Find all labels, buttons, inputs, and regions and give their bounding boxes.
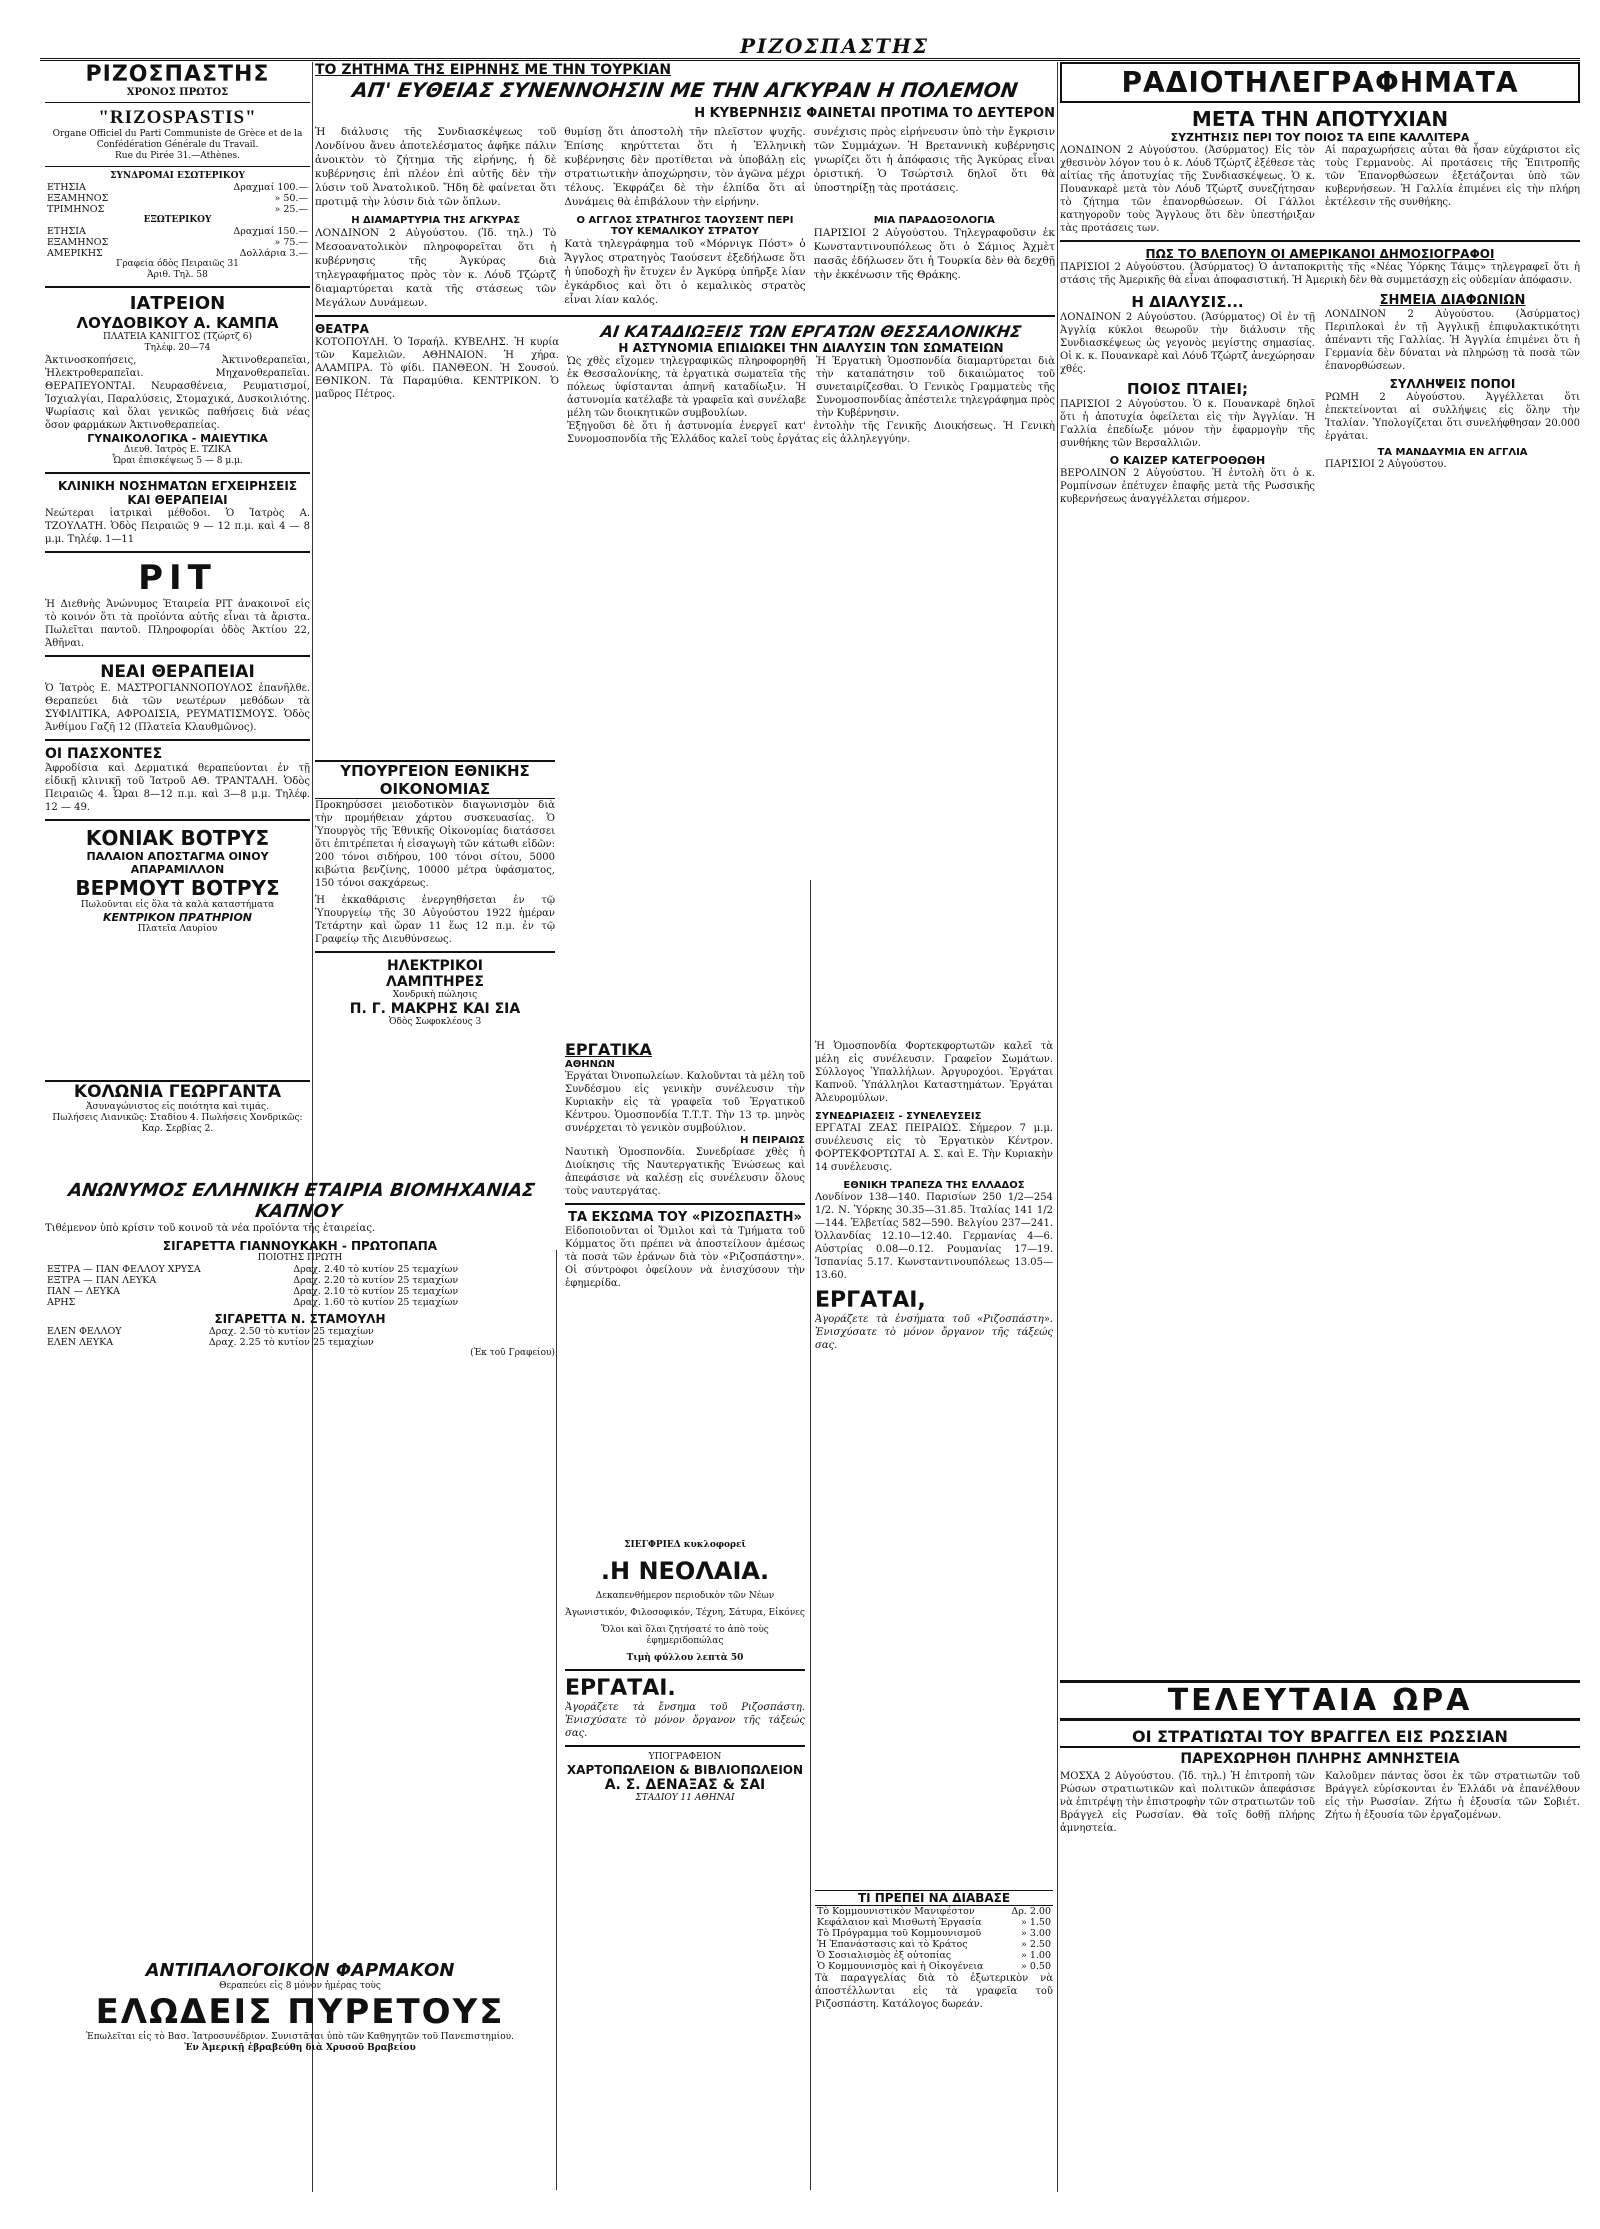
lamptires-headline: ΛΑΜΠΤΗΡΕΣ xyxy=(386,974,484,990)
neolaia-price: Τιμὴ φύλλου λεπτὰ 50 xyxy=(626,1653,744,1663)
kolonia-text: Ἀσυναγώνιστος εἰς ποιότητα καὶ τιμάς. xyxy=(86,1102,269,1112)
sigaretta-note: (Ἐκ τοῦ Γραφείου) xyxy=(470,1348,555,1358)
main-headline: ΑΠ' ΕΥΘΕΙΑΣ ΣΥΝΕΝΝΟΗΣΙΝ ΜΕ ΤΗΝ ΑΓΚΥΡΑΝ Η ΠΟΛΕΜΟΝ xyxy=(350,78,1020,102)
kapnos-headline: ΑΝΩΝΥΜΟΣ ΕΛΛΗΝΙΚΗ ΕΤΑΙΡΙΑ ΒΙΟΜΗΧΑΝΙΑΣ ΚΑΠΝΟΥ xyxy=(66,1180,537,1222)
pasxontes-title: ΟΙ ΠΑΣΧΟΝΤΕΣ xyxy=(45,746,163,762)
vermout-title: ΒΕΡΜΟΥΤ ΒΟΤΡΥΣ xyxy=(75,876,280,900)
ypografeion-name: Α. Σ. ΔΕΝΑΞΑΣ & ΣΑΙ xyxy=(604,1777,766,1793)
ypourgeion-block xyxy=(315,760,555,1200)
thessaloniki-text-2: Ἡ Ἐργατικὴ Ὁμοσπονδία διαμαρτύρεται διὰ τὴν καταπάτησιν τοῦ δικαιώματος τοῦ συνεταιρίζεσθαι. Ὁ Γενικὸς Γραμματεὺς τῆς Συνομοσπονδίας ἀπέστειλε τηλεγράφημα πρὸς τὴν Κυβέρνησιν. xyxy=(816,356,1055,419)
rit-title: ΡΙΤ xyxy=(138,558,217,598)
neolaia-headline: .Η ΝΕΟΛΑΙΑ. xyxy=(600,1557,770,1585)
kolonia-address: Πωλήσεις Λιανικῶς: Σταδίου 4. Πωλήσεις Χονδρικῶς: Καρ. Σερβίας 2. xyxy=(52,1113,303,1134)
makris-name: Π. Γ. ΜΑΚΡΗΣ ΚΑΙ ΣΙΑ xyxy=(349,1001,521,1017)
thessaloniki-text-3: Ἐξηγοῦσι δὲ ὅτι ἡ ἀστυνομία ἐνεργεῖ κατ' ἐντολὴν τῆς Γενικῆς Διοικήσεως. Ἡ Γενικὴ Συνομοσπονδία τῆς Ἑλλάδος καλεῖ τοὺς ἐργάτας εἰς ἀλληλεγγύην. xyxy=(567,421,1055,445)
vrangel-headline: ΟΙ ΣΤΡΑΤΙΩΤΑΙ ΤΟΥ ΒΡΑΓΓΕΛ ΕΙΣ ΡΩΣΣΙΑΝ xyxy=(1060,1727,1580,1748)
gyn-title: ΓΥΝΑΙΚΟΛΟΓΙΚΑ - ΜΑΙΕΥΤΙΚΑ xyxy=(87,432,268,445)
peiraios-text: Ναυτικὴ Ὁμοσπονδία. Συνεδρίασε χθὲς ἡ Διοίκησις τῆς Ναυτεργατικῆς Ἑνώσεως καὶ ἀπεφάσισε νὰ καλέσῃ εἰς συνέλευσιν ὅλους τοὺς ναυτεργάτας. xyxy=(565,1147,805,1197)
iatreio-phone: Τηλέφ. 20—74 xyxy=(144,343,211,353)
rit-text: Ἡ Διεθνὴς Ἀνώνυμος Ἑταιρεία ΡΙΤ ἀνακοινοῖ εἰς τὸ κοινόν ὅτι τὰ προϊόντα αὐτῆς εἶναι τὰ ἄριστα. Πωλεῖται παντοῦ. Πληροφορίαι ὁδὸς Ἀκτίου 22, Ἀθῆναι. xyxy=(45,599,310,649)
ergatai-2-text: Ἀγοράζετε τὰ ἔνσημα τοῦ Ριζοσπάστη. Ἐνισχύσατε τὸ μόνον ὄργανον τῆς τάξεώς σας. xyxy=(565,1702,805,1739)
trapeza-headline: ΕΘΝΙΚΗ ΤΡΑΠΕΖΑ ΤΗΣ ΕΛΛΑΔΟΣ xyxy=(843,1180,1025,1191)
ypourgeion-text-2: Ἡ ἐκκαθάρισις ἐνεργηθήσεται ἐν τῷ Ὑπουργείῳ τῆς 30 Αὐγούστου 1922 ἡμέραν Τετάρτην καὶ ὥραν 11 ἕως 12 π.μ. ἐν τῷ Γραφείῳ τῆς Διευθύνσεως. xyxy=(315,895,555,945)
diavase-text: Τὰ παραγγελίας διὰ τὸ ἐξωτερικὸν νὰ ἀποστέλλωνται εἰς τὰ γραφεῖα τοῦ Ριζοσπάστη. Κατάλογος δωρεάν. xyxy=(815,1973,1053,2010)
kapnos-ad xyxy=(45,1180,555,1620)
theatra-text: ΚΟΤΟΠΟΥΛΗ. Ὁ Ἰσραήλ. ΚΥΒΕΛΗΣ. Ἡ κυρία τῶν Καμελιῶν. ΑΘΗΝΑΙΟΝ. Ἡ χήρα. ΑΛΑΜΠΡΑ. Τὸ φίδι. ΠΑΝΘΕΟΝ. Ἡ Σουσού. ΕΘΝΙΚΟΝ. Τὰ Παραμύθια. ΚΕΝΤΡΙΚΟΝ. Ὁ μαῦρος Πέτρος. xyxy=(315,337,559,400)
neolaia-text-2: Ἀγωνιστικόν, Φιλοσοφικόν, Τέχνη, Σάτυρα, Εἰκόνες xyxy=(565,1608,805,1618)
trapeza-text: Λονδίνον 138—140. Παρισίων 250 1/2—254 1/2. Ν. Ὑόρκης 30.35—31.85. Ἰταλίας 141 1/2—144. Ἑλβετίας 582—590. Βελγίου 237—241. Ὀλλανδίας 12.10—12.40. Γερμανίας 4—6. Αὐστρίας 0.08—0.12. Ρουμανίας 17—19. Ἰσπανίας 5.17. Κωνσταντινουπόλεως 13.05—13.60. xyxy=(815,1192,1053,1281)
vrangel-text-2: Καλοῦμεν πάντας ὅσοι ἐκ τῶν στρατιωτῶν τοῦ Βράγγελ εὑρίσκονται ἐν Ἑλλάδι νὰ ἐπανέλθουν εἰς τὴν Ρωσσίαν. Ζήτω ἡ ἐξουσία τῶν Σοβιέτ. Ζήτω ἡ ἐξουσία τῶν ἐργαζομένων. xyxy=(1325,1771,1580,1821)
office-address: Γραφεία όδὸς Πειραιῶς 31 xyxy=(116,259,239,269)
sigaretta-1-title: ΣΙΓΑΡΕΤΤΑ ΓΙΑΝΝΟΥΚΑΚΗ - ΠΡΩΤΟΠΑΠΑ xyxy=(162,1239,438,1253)
column-divider xyxy=(312,62,313,2192)
antipal-text: Ἐπωλεῖται εἰς τὸ Βασ. Ἰατροσυνέδριον. Συνιστᾶται ὑπὸ τῶν Καθηγητῶν τοῦ Πανεπιστημίου. xyxy=(86,2032,514,2042)
ypourgeion-headline: ΥΠΟΥΡΓΕΙΟΝ ΕΘΝΙΚΗΣ ΟΙΚΟΝΟΜΙΑΣ xyxy=(315,760,555,799)
simeia-text: ΛΟΝΔΙΝΟΝ 2 Αὐγούστου. (Ἀσύρματος) Περιπλοκαὶ ἐν τῇ Ἀγγλικῇ ἐπιφυλακτικότητι ἀπέναντι τῆς Γαλλίας. Ἡ Ἀγγλία ἐπιμένει ὅτι ἡ Γερμανία δὲν δύναται νὰ πληρώσῃ τὰ ποσὰ τῶν ἐπανορθώσεων. xyxy=(1325,309,1580,372)
ergatika-headline: ΕΡΓΑΤΙΚΑ xyxy=(565,1040,652,1059)
diamartyria-headline: Η ΔΙΑΜΑΡΤΥΡΙΑ ΤΗΣ ΑΓΚΥΡΑΣ xyxy=(351,215,521,226)
pasxontes-text: Ἀφροδίσια καὶ Δερματικά θεραπεύονται ἐν τῇ εἰδικῇ κλινικῇ τοῦ Ἰατροῦ ΑΘ. ΤΡΑΝΤΑΛΗ. Ὁδὸς Πειραιῶς 4. Ὧραι 8—12 π.μ. καὶ 3—8 μ.μ. Τηλέφ. 12 — 49. xyxy=(45,763,310,813)
thessaloniki-headline: ΑΙ ΚΑΤΑΔΙΩΞΕΙΣ ΤΩΝ ΕΡΓΑΤΩΝ ΘΕΣΣΑΛΟΝΙΚΗΣ xyxy=(599,322,1023,341)
mandeusis-text: ΠΑΡΙΣΙΟΙ 2 Αὐγούστου. xyxy=(1325,459,1447,470)
ilektrikoi-text: Χονδρικὴ πώλησις xyxy=(392,990,478,1000)
kliniki-text: Νεώτεραι ἰατρικαὶ μέθοδοι. Ὁ Ἰατρὸς Α. ΤΖΟΥΛΑΤΗ. Ὁδὸς Πειραιῶς 9 — 12 π.μ. καὶ 4 — 8 μ.μ. Τηλέφ. 1—11 xyxy=(45,508,310,545)
ypografeion-text: ΧΑΡΤΟΠΩΛΕΙΟΝ & ΒΙΒΛΙΟΠΩΛΕΙΟΝ xyxy=(566,1763,804,1777)
sigaretta-2-title: ΣΙΓΑΡΕΤΤΑ Ν. ΣΤΑΜΟΥΛΗ xyxy=(214,1312,386,1326)
gyn-hours: Ὧραι ἐπισκέψεως 5 — 8 μ.μ. xyxy=(112,456,243,466)
diavase-table: Τὸ Κομμουνιστικὸν Μανιφέστον Δρ. 2.00 Κεφάλαιον καὶ Μισθωτὴ Ἐργασία » 1.50 Τὸ Πρόγραμμα τοῦ Κομμουνισμοῦ » 3.00 Ἡ Ἐπανάστασις καὶ τὸ Κράτος » 2.50 Ὁ Σοσιαλισμὸς ἐξ οὐτοπίας » 1.00 Ὁ Κομμουνισμὸς καὶ ἡ Οἰκογένεια » 0.50 xyxy=(817,1906,1051,1972)
masthead-title: ΡΙΖΟΣΠΑΣΤΗΣ xyxy=(740,34,930,58)
kaizer-headline: Ο ΚΑΙΖΕΡ ΚΑΤΕΓΡΟΘΩΘΗ xyxy=(1109,454,1266,467)
ergatai-2-headline: ΕΡΓΑΤΑΙ. xyxy=(565,1676,676,1701)
top-headline: ΤΟ ΖΗΤΗΜΑ ΤΗΣ ΕΙΡΗΝΗΣ ΜΕ ΤΗΝ ΤΟΥΡΚΙΑΝ xyxy=(315,62,672,78)
syllipseis-headline: ΣΥΛΛΗΨΕΙΣ ΠΟΠΟΙ xyxy=(1389,377,1516,391)
article-col-3: συνέχισις πρὸς εἰρήνευσιν ὑπὸ τὴν ἔγκρισιν τῶν Συμμάχων. Ἡ Βρεταννικὴ κυβέρνησις γνωρίζει ὅτι ἡ ἀπόφασις τῆς Ἀγκύρας εἶναι ὁριστική. Ὁ Τσώρτσιλ δηλοῖ ὅτι θὰ ὑποστηρίξῃ τὰς προτάσεις. xyxy=(813,126,1055,194)
antipal-ad xyxy=(45,1960,555,2160)
office-phone: Ἀριθ. Τηλ. 58 xyxy=(147,270,208,280)
radio-subheadline: ΜΕΤΑ ΤΗΝ ΑΠΟΤΥΧΙΑΝ xyxy=(1191,107,1449,131)
nea-title: ΝΕΑΙ ΘΕΡΑΠΕΙΑΙ xyxy=(100,662,255,682)
paper-subtitle: ΧΡΟΝΟΣ ΠΡΩΤΟΣ xyxy=(126,87,229,98)
ptaiei-text: ΠΑΡΙΣΙΟΙ 2 Αὐγούστου. Ὁ κ. Πουανκαρὲ δηλοῖ ὅτι ἡ ἀποτυχία ὀφείλεται εἰς τὴν Ἀγγλίαν. Ἡ Γαλλία ἐπεδίωξε μόνον τὴν ἐφαρμογὴν τῆς συνθήκης τῶν Βερσαλλιῶν. xyxy=(1060,399,1315,449)
left-column xyxy=(45,62,310,1062)
vlepoun-text: ΠΑΡΙΣΙΟΙ 2 Αὐγούστου. (Ἀσύρματος) Ὁ ἀνταποκριτὴς τῆς «Νέας Ὑόρκης Τάιμς» τηλεγραφεῖ ὅτι ἡ στάσις τῆς Ἀμερικῆς θὰ εἶναι ἀποφασιστική. Ἡ Ἀμερικὴ δὲν θὰ συμμετάσχῃ εἰς οὐδεμίαν ἀπόφασιν. xyxy=(1060,262,1580,286)
thessaloniki-text-1: Ὡς χθὲς εἴχομεν τηλεγραφικῶς πληροφορηθῆ ἐκ Θεσσαλονίκης, τὰ ἐργατικὰ σωματεῖα τῆς πόλεως ὑφίστανται ἀπηνῆ καταδίωξιν. Ἡ ἀστυνομία κατέλαβε τὰ γραφεῖα καὶ συνέλαβε μέλη τῶν διοικητικῶν συμβουλίων. xyxy=(567,356,806,419)
sigaretta-col-head: ΠΟΙΟΤΗΣ ΠΡΩΤΗ xyxy=(257,1253,343,1263)
diamartyria-text: ΛΟΝΔΙΝΟΝ 2 Αὐγούστου. (Ἰδ. τηλ.) Τὸ Μεσοανατολικὸν πληροφορεῖται ὅτι ἡ κυβέρνησις τῆς Ἀγκύρας διὰ τηλεγραφήματος πρὸς τὸν κ. Λόυδ Τζώρτζ διαμαρτύρεται κατὰ τῆς στάσεως τῶν Μεγάλων Δυνάμεων. xyxy=(315,227,557,309)
column-divider xyxy=(810,880,811,2190)
theatra-headline: ΘΕΑΤΡΑ xyxy=(315,322,369,336)
dialysis-text: ΛΟΝΔΙΝΟΝ 2 Αὐγούστου. (Ἀσύρματος) Οἱ ἐν τῇ Ἀγγλίᾳ κύκλοι θεωροῦν τὴν διάλυσιν τῆς Συνδιασκέψεως ὡς γεγονὸς μεγίστης σημασίας. Οἱ κ. κ. Πουανκαρὲ καὶ Λόυδ Τζώρτζ ἀνεχώρησαν χθές. xyxy=(1060,312,1315,375)
kentrikon-address: Πλατεῖα Λαυρίου xyxy=(137,924,218,934)
antipal-prize: Ἐν Ἀμερικῇ ἐβραβεύθη διὰ Χρυσοῦ Βραβείου xyxy=(184,2043,416,2053)
vrangel-text-1: ΜΟΣΧΑ 2 Αὐγούστου. (Ἰδ. τηλ.) Ἡ ἐπιτροπὴ τῶν Ρώσων στρατιωτικῶν καὶ πολιτικῶν ἀπεφάσισε νὰ ἐπιτρέψῃ τὴν ἐπιστροφὴν τῶν στρατιωτῶν τοῦ Βράγγελ εἰς Ρωσσίαν. Θὰ τοῖς δοθῇ πλήρης ἀμνηστεία. xyxy=(1060,1771,1315,1834)
masthead xyxy=(0,0,1600,60)
subscriptions-domestic-table: ΕΤΗΣΙΑ Δραχμαί 100.— ΕΞΑΜΗΝΟΣ » 50.— ΤΡΙΜΗΝΟΣ » 25.— xyxy=(47,182,308,215)
makris-address: Ὁδὸς Σωφοκλέους 3 xyxy=(388,1017,482,1027)
ptaiei-headline: ΠΟΙΟΣ ΠΤΑΙΕΙ; xyxy=(1127,380,1248,398)
eranos-text: Εἰδοποιοῦνται οἱ Ὅμιλοι καὶ τὰ Τμήματα τοῦ Κόμματος ὅτι πρέπει νὰ ἀποστείλουν ἀμέσως τὰ ποσὰ τῶν ἐράνων διὰ τὸν «Ριζοσπάστην». Οἱ σύντροφοι ὀφείλουν νὰ ἐνισχύσουν τὴν ἐφημερίδα. xyxy=(565,1226,805,1289)
ypourgeion-text: Προκηρύσσει μειοδοτικὸν διαγωνισμὸν διὰ τὴν προμήθειαν χάρτου συσκευασίας. Ὁ Ὑπουργὸς τῆς Ἐθνικῆς Οἰκονομίας διατάσσει ὅτι ἐπιτρέπεται ἡ εἰσαγωγὴ τῶν κάτωθι εἰδῶν: 200 τόνοι σιδήρου, 100 τόνοι σίτου, 5000 κιβώτια βενζίνης, 10000 μέτρα ὑφάσματος, 150 τόνοι σακχάρεως. xyxy=(315,800,555,889)
syllipseis-text: ΡΩΜΗ 2 Αὐγούστου. Ἀγγέλλεται ὅτι ἐπεκτείνονται αἱ συλλήψεις εἰς ὅλην τὴν Ἰταλίαν. Ὑπολογίζεται ὅτι συνελήφθησαν 20.000 ἐργάται. xyxy=(1325,392,1580,442)
eranos-headline: ΤΑ ΕΚΣΩΜΑ ΤΟΥ «ΡΙΖΟΣΠΑΣΤΗ» xyxy=(568,1210,802,1225)
nea-text: Ὁ Ἰατρὸς Ε. ΜΑΣΤΡΟΓΙΑΝΝΟΠΟΥΛΟΣ ἐπανῆλθε. Θεραπεύει διὰ τῶν νεωτέρων μεθόδων τὰ ΣΥΦΙΛΙΤΙΚΑ, ΑΦΡΟΔΙΣΙΑ, ΡΕΥΜΑΤΙΣΜΟΥΣ. Ὁδὸς Ἀνθίμου Γαζῆ 12 (Πλατεῖα Κλαυθμῶνος). xyxy=(45,683,310,733)
vlepoun-headline: ΠΩΣ ΤΟ ΒΛΕΠΟΥΝ ΟΙ ΑΜΕΡΙΚΑΝΟΙ ΔΗΜΟΣΙΟΓΡΑΦΟΙ xyxy=(1145,247,1495,261)
diavase-headline: ΤΙ ΠΡΕΠΕΙ ΝΑ ΔΙΑΒΑΣΕ xyxy=(815,1890,1053,1906)
iatreio-name: ΛΟΥΔΟΒΙΚΟΥ Α. ΚΑΜΠΑ xyxy=(76,314,279,332)
iatreio-text: Ἀκτινοσκοπήσεις, Ἀκτινοθεραπεῖαι, Ἠλεκτροθεραπεῖαι. Μηχανοθεραπεῖαι. ΘΕΡΑΠΕΥΟΝΤΑΙ. Νευρασθένεια, Ρευματισμοί, Ἰσχιαλγίαι, Παραλύσεις, Στομαχικά, Δυσκοιλιότης. Ψωρίασις καὶ ὅλαι γενικῶς παθήσεις διὰ νέας ὅσον φαρμάκων Ἀκτινοθεραπείας. xyxy=(45,355,310,431)
latin-name: "RIZOSPASTIS" xyxy=(98,107,257,128)
mandeusis-headline: ΤΑ ΜΑΝΔΑΥΜΙΑ ΕΝ ΑΓΓΛΙΑ xyxy=(1377,447,1528,458)
thessaloniki-subheadline: Η ΑΣΤΥΝΟΜΙΑ ΕΠΙΔΙΩΚΕΙ ΤΗΝ ΔΙΑΛΥΣΙΝ ΤΩΝ ΣΩΜΑΤΕΙΩΝ xyxy=(618,341,1004,355)
radio-text-2: Αἱ παραχωρήσεις αὗται θὰ ἦσαν εὐχάριστοι εἰς τοὺς Γερμανοὺς. Αἱ προτάσεις τῆς Ἐπιτροπῆς τῶν Ἐπανορθώσεων ἐξετάζονται ὑπὸ τῶν κυβερνήσεων. Ἡ Γαλλία ἐπιμένει εἰς τὴν πλήρη ἐκτέλεσιν τῆς συνθήκης. xyxy=(1325,145,1580,208)
kapnos-text: Τιθέμενον ὑπὸ κρίσιν τοῦ κοινοῦ τὰ νέα προϊόντα τῆς ἑταιρείας. xyxy=(45,1223,376,1234)
ergatika-text: Ἐργάται Ὀινοπωλείων. Καλοῦνται τὰ μέλη τοῦ Συνδέσμου εἰς γενικὴν συνέλευσιν τὴν Κυριακὴν εἰς τὰ γραφεῖα τοῦ Ἐργατικοῦ Κέντρου. Ὁμοσπονδία Τ.Τ.Τ. Τὴν 13 τρ. μηνὸς συνέρχεται τὸ γενικὸν συμβούλιον. xyxy=(565,1071,805,1134)
radio-headline: ΡΑΔΙΟΤΗΛΕΓΡΑΦΗΜΑΤΑ xyxy=(1060,62,1580,103)
neolaia-ad xyxy=(565,1540,805,2180)
sigaretta-2-table: ΕΛΕΝ ΦΕΛΛΟΥ Δραχ. 2.50 τὸ κυτίον 25 τεμαχίων ΕΛΕΝ ΛΕΥΚΑ Δραχ. 2.25 τὸ κυτίον 25 τεμαχίων xyxy=(47,1326,374,1348)
neolaia-text: Δεκαπενθήμερον περιοδικὸν τῶν Νέων xyxy=(595,1591,775,1601)
article-col-1: Ἡ διάλυσις τῆς Συνδιασκέψεως τοῦ Λονδίνου ἄνευ ἀποτελέσματος ἀφῆκε πάλιν ἀνοικτὸν τὸ ζήτημα τῆς εἰρήνης, ἡ δὲ κυβέρνησις ἐπὶ πλέον ἐπὶ αὐτῆς δὲν τὴν λύσιν τοῦ Ἀνατολικοῦ. Ἤδη δὲ φαίνεται ὅτι προτιμᾷ τὴν λύσιν διὰ τῶν ὅπλων. xyxy=(315,126,557,208)
amnistia-headline: ΠΑΡΕΧΩΡΗΘΗ ΠΛΗΡΗΣ ΑΜΝΗΣΤΕΙΑ xyxy=(1180,1751,1460,1767)
latin-description: Organe Officiel du Parti Communiste de Grèce et de la Confédération Générale du Travail. xyxy=(52,129,303,150)
neolaia-text-3: Ὅλοι καὶ ὅλαι ζητήσατέ το ἀπὸ τοὺς ἐφημεριδοπώλας xyxy=(601,1625,769,1646)
diavase-block xyxy=(815,1890,1053,2180)
ergatai-headline: ΕΡΓΑΤΑΙ, xyxy=(815,1288,926,1313)
peiraios-headline: Η ΠΕΙΡΑΙΩΣ xyxy=(740,1135,805,1146)
center-column xyxy=(315,62,1055,882)
iatreio-address: ΠΛΑΤΕΙΑ ΚΑΝΙΓΓΟΣ (Τζώρτζ 6) xyxy=(102,332,253,342)
synedriaseis-headline: ΣΥΝΕΔΡΙΑΣΕΙΣ - ΣΥΝΕΛΕΥΣΕΙΣ xyxy=(815,1111,982,1122)
agglos-text: Κατὰ τηλεγράφημα τοῦ «Μόρνιγκ Πόστ» ὁ Ἄγγλος στρατηγὸς Ταούσεντ ἐξεδήλωσε ὅτι ἡ ὑποδοχὴ ἣν ἔτυχεν ἐν Ἀγκύρᾳ ὑπῆρξε λίαν ἐγκάρδιος καὶ ὅτι ὁ κεμαλικὸς στρατὸς εἶναι λίαν καλός. xyxy=(564,238,806,306)
radio-text-1: ΛΟΝΔΙΝΟΝ 2 Αὐγούστου. (Ἀσύρματος) Εἰς τὸν χθεσινὸν λόγον του ὁ κ. Λόυδ Τζώρτζ ἐξέθεσε τὰς αἰτίας τῆς ἀποτυχίας τῆς Συνδιασκέψεως. Ὁ κ. Πουανκαρὲ μετὰ τὸν Λόυδ Τζώρτζ συνεζήτησαν τὸ ζήτημα τῶν ἐπανορθώσεων. Οἱ Γάλλοι κατηγοροῦν τοὺς Ἄγγλους ὅτι δὲν ὑπεστήριξαν τὰς προτάσεις των. xyxy=(1060,145,1315,234)
kentrikon-title: ΚΕΝΤΡΙΚΟΝ ΠΡΑΤΗΡΙΟΝ xyxy=(102,911,252,924)
masthead-rule xyxy=(40,58,1580,61)
subscriptions-domestic-title: ΣΥΝΔΡΟΜΑΙ ΕΣΩΤΕΡΙΚΟΥ xyxy=(110,171,245,181)
ypografeion-address: ΣΤΑΔΙΟΥ 11 ΑΘΗΝΑΙ xyxy=(635,1793,735,1803)
simeia-headline: ΣΗΜΕΙΑ ΔΙΑΦΩΝΙΩΝ xyxy=(1379,293,1526,308)
antipal-headline: ΑΝΤΙΠΑΛΟΓΟΙΚΟΝ ΦΑΡΜΑΚΟΝ xyxy=(145,1960,455,1981)
right-column xyxy=(1060,62,1580,1162)
paper-name: ΡΙΖΟΣΠΑΣΤΗΣ xyxy=(85,62,270,87)
iatreio-title: ΙΑΤΡΕΙΟΝ xyxy=(129,293,226,314)
gyn-doctor: Διευθ. Ἰατρὸς Ε. ΤΖΙΚΑ xyxy=(124,445,231,455)
kolonia-headline: ΚΟΛΩΝΙΑ ΓΕΩΡΓΑΝΤΑ xyxy=(45,1080,310,1102)
kolonia-ad xyxy=(45,1080,310,1170)
ergatika-block xyxy=(565,1040,805,1410)
apostagma-text: ΠΑΛΑΙΟΝ ΑΠΟΣΤΑΓΜΑ ΟΙΝΟΥ ΑΠΑΡΑΜΙΛΛΟΝ xyxy=(86,850,269,876)
siegfried-text: ΣΙΕΓΦΡΙΕΔ κυκλοφορεῖ xyxy=(624,1540,746,1550)
dialysis-headline: Η ΔΙΑΛΥΣΙΣ... xyxy=(1131,293,1244,311)
column-divider xyxy=(556,1250,557,2190)
latin-address: Rue du Pirée 31.—Athènes. xyxy=(115,151,240,161)
antipal-subheadline: Θεραπεύει εἰς 8 μόνον ἡμέρας τοὺς xyxy=(219,1981,381,1991)
subscriptions-abroad-title: ΕΞΩΤΕΡΙΚΟΥ xyxy=(143,215,212,225)
sub-headline: Η ΚΥΒΕΡΝΗΣΙΣ ΦΑΙΝΕΤΑΙ ΠΡΟΤΙΜΑ ΤΟ ΔΕΥΤΕΡΟΝ xyxy=(694,106,1055,121)
ilektrikoi-headline: ΗΛΕΚΤΡΙΚΟΙ xyxy=(387,958,483,974)
votrys-text: Πωλοῦνται εἰς ὅλα τὰ καλὰ καταστήματα xyxy=(80,900,275,910)
synedriaseis-text: ΕΡΓΑΤΑΙ ΖΕΑΣ ΠΕΙΡΑΙΩΣ. Σήμερον 7 μ.μ. συνέλευσις εἰς τὸ Ἐργατικὸν Κέντρον. ΦΟΡΤΕΚΦΟΡΤΩΤΑΙ Α. Σ. καὶ Ε. Τὴν Κυριακὴν 14 συνέλευσις. xyxy=(815,1123,1053,1173)
ypografeion-headline: ΥΠΟΓΡΑΦΕΙΟΝ xyxy=(648,1752,722,1762)
antipal-big-text: ΕΛΩΔΕΙΣ ΠΥΡΕΤΟΥΣ xyxy=(95,1992,505,2032)
ergatika-continued-block xyxy=(815,1040,1053,1560)
subscriptions-abroad-table: ΕΤΗΣΙΑ Δραχμαί 150.— ΕΞΑΜΗΝΟΣ » 75.— ΑΜΕΡΙΚΗΣ Δολλάρια 3.— xyxy=(47,226,308,259)
kliniki-title: ΚΛΙΝΙΚΗ ΝΟΣΗΜΑΤΩΝ ΕΓΧΕΙΡΗΣΕΙΣ ΚΑΙ ΘΕΡΑΠΕΙΑΙ xyxy=(57,479,298,507)
sigaretta-1-table: ΕΞΤΡΑ — ΠΑΝ ΦΕΛΛΟΥ ΧΡΥΣΑ Δραχ. 2.40 τὸ κυτίον 25 τεμαχίων ΕΞΤΡΑ — ΠΑΝ ΛΕΥΚΑ Δραχ. 2.20 τὸ κυτίον 25 τεμαχίων ΠΑΝ — ΛΕΥΚΑ Δραχ. 2.10 τὸ κυτίον 25 τεμαχίων ΑΡΗΣ Δραχ. 1.60 τὸ κυτίον 25 τεμαχίων xyxy=(47,1264,459,1308)
ergatika-subheadline: ΑΘΗΝΩΝ xyxy=(565,1059,615,1070)
teleutaia-block xyxy=(1060,1680,1580,2180)
paradoxologia-text: ΠΑΡΙΣΙΟΙ 2 Αὐγούστου. Τηλεγραφοῦσιν ἐκ Κωνσταντινουπόλεως ὅτι ὁ Σάμιος Ἀχμὲτ πασᾶς ἐδήλωσεν ὅτι ἡ Τουρκία δὲν θὰ δεχθῇ τὴν ἐκκένωσιν τῆς Θράκης. xyxy=(813,227,1055,281)
ergatika-text-2: Ἡ Ὁμοσπονδία Φορτεκφορτωτῶν καλεῖ τὰ μέλη εἰς συνέλευσιν. Γραφεῖον Σωμάτων. Σύλλογος Ὑπαλλήλων. Ἀργυροχόοι. Ἐργάται Καπνοῦ. Ὑπάλληλοι Καταστημάτων. Ἐργάται Ἀλευρομύλων. xyxy=(815,1041,1053,1104)
ergatai-text: Ἀγοράζετε τὰ ἐνσήματα τοῦ «Ριζοσπάστη». Ἐνισχύσατε τὸ μόνον ὄργανον τῆς τάξεώς σας. xyxy=(815,1314,1053,1351)
column-divider xyxy=(1057,62,1058,2192)
teleutaia-headline: ΤΕΛΕΥΤΑΙΑ ΩΡΑ xyxy=(1060,1680,1580,1721)
agglos-headline: Ο ΑΓΓΛΟΣ ΣΤΡΑΤΗΓΟΣ ΤΑΟΥΣΕΝΤ ΠΕΡΙ ΤΟΥ ΚΕΜΑΛΙΚΟΥ ΣΤΡΑΤΟΥ xyxy=(576,215,794,237)
kaizer-text: ΒΕΡΟΛΙΝΟΝ 2 Αὐγούστου. Ἡ ἐντολὴ ὅτι ὁ κ. Ρομπίνσων ἐπέτυχεν ἐπαφῆς μετὰ τῆς Ρωσσικῆς κυβερνήσεως ἀναγγέλλεται σήμερον. xyxy=(1060,468,1315,505)
konyak-title: ΚΟΝΙΑΚ ΒΟΤΡΥΣ xyxy=(85,826,270,850)
radio-subheadline-2: ΣΥΖΗΤΗΣΙΣ ΠΕΡΙ ΤΟΥ ΠΟΙΟΣ ΤΑ ΕΙΠΕ ΚΑΛΛΙΤΕΡΑ xyxy=(1170,131,1470,144)
paradoxologia-headline: ΜΙΑ ΠΑΡΑΔΟΞΟΛΟΓΙΑ xyxy=(873,215,995,226)
article-col-2: θυμίσῃ ὅτι ἀποστολὴ τῆν πλεῖστον ψυχῆς. Ἐπίσης κηρύττεται ὅτι ἡ Ἑλληνικὴ κυβέρνησις δὲν προτίθεται νὰ ὑποβάλῃ εἰς στρατιωτικὴν ἀποχώρησιν, τὸν ἀγῶνα μέχρι τέλους. Ἐκφράζει δὲ τὴν ἐλπίδα ὅτι αἱ Δυνάμεις θὰ ἐπιβάλουν τὴν εἰρήνην. xyxy=(564,126,806,208)
